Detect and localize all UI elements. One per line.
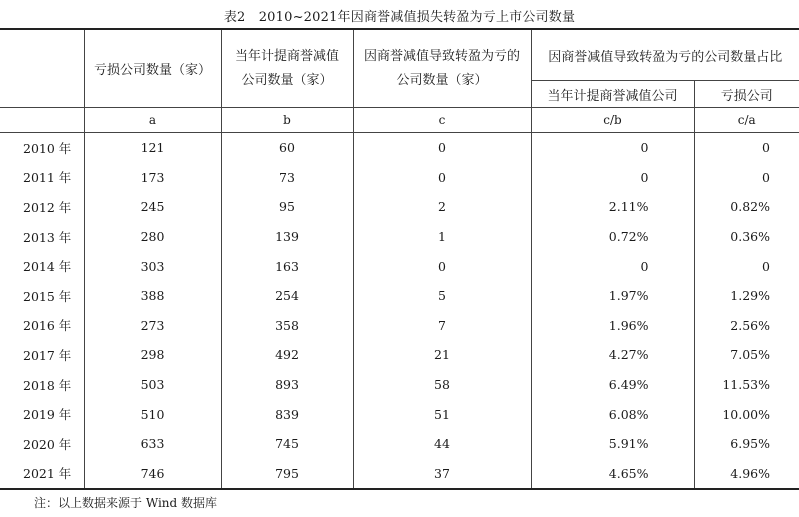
header-code-blank — [0, 108, 84, 133]
cell-ratio-cb: 4.27% — [531, 340, 694, 370]
table-row — [0, 281, 799, 311]
cell-impairment-count: 893 — [221, 370, 353, 400]
header-code-a: a — [84, 108, 221, 133]
table-row — [0, 251, 799, 281]
cell-impairment-count: 163 — [221, 251, 353, 281]
cell-ratio-ca: 0.82% — [694, 192, 799, 222]
cell-loss-count: 298 — [84, 340, 221, 370]
cell-ratio-cb: 1.97% — [531, 281, 694, 311]
table-row — [0, 192, 799, 222]
cell-ratio-cb: 5.91% — [531, 429, 694, 459]
cell-ratio-ca: 0 — [694, 133, 799, 163]
header-year-blank — [0, 30, 84, 108]
cell-ratio-ca: 11.53% — [694, 370, 799, 400]
cell-impairment-count: 95 — [221, 192, 353, 222]
cell-turned-loss-count: 2 — [353, 192, 531, 222]
cell-ratio-ca: 4.96% — [694, 459, 799, 490]
cell-year: 2011 年 — [23, 170, 72, 186]
cell-turned-loss-count: 5 — [353, 281, 531, 311]
cell-ratio-cb: 0 — [531, 133, 694, 163]
table-row — [0, 370, 799, 400]
cell-loss-count: 633 — [84, 429, 221, 459]
cell-year: 2012 年 — [23, 199, 72, 215]
header-code-ca: c/a — [694, 108, 799, 133]
cell-year: 2016 年 — [23, 318, 72, 334]
cell-impairment-count: 358 — [221, 311, 353, 341]
cell-ratio-cb: 4.65% — [531, 459, 694, 490]
cell-year: 2019 年 — [23, 407, 72, 423]
cell-year: 2018 年 — [23, 377, 72, 393]
cell-year: 2021 年 — [0, 459, 84, 490]
table-title: 表2 2010~2021年因商誉减值损失转盈为亏上市公司数量 — [223, 10, 576, 25]
cell-loss-count: 746 — [84, 459, 221, 490]
cell-year: 2010 年 — [23, 140, 72, 156]
cell-loss-count: 503 — [84, 370, 221, 400]
cell-impairment-count: 254 — [221, 281, 353, 311]
source-note: 注：以上数据来源于 Wind 数据库 — [34, 496, 218, 510]
cell-turned-loss-count: 1 — [353, 222, 531, 252]
cell-ratio-ca: 0 — [694, 251, 799, 281]
cell-impairment-count: 795 — [221, 459, 353, 490]
cell-impairment-count: 60 — [221, 133, 353, 163]
header-col-a-label: 亏损公司数量（家） — [93, 63, 211, 78]
cell-ratio-cb: 0 — [531, 251, 694, 281]
header-ratio-a: 亏损公司 — [694, 81, 799, 108]
table-row — [0, 133, 799, 163]
cell-ratio-ca: 10.00% — [694, 399, 799, 429]
cell-impairment-count: 745 — [221, 429, 353, 459]
cell-loss-count: 388 — [84, 281, 221, 311]
header-ratio-group-label: 因商誉减值导致转盈为亏的公司数量占比 — [548, 49, 783, 65]
cell-turned-loss-count: 7 — [353, 311, 531, 341]
cell-loss-count: 245 — [84, 192, 221, 222]
cell-ratio-ca: 0.36% — [694, 222, 799, 252]
cell-turned-loss-count: 37 — [353, 459, 531, 490]
cell-ratio-ca: 6.95% — [694, 429, 799, 459]
cell-loss-count: 510 — [84, 399, 221, 429]
cell-turned-loss-count: 44 — [353, 429, 531, 459]
header-col-b-line2: 公司数量（家） — [241, 72, 333, 88]
table-row — [0, 399, 799, 429]
cell-turned-loss-count: 21 — [353, 340, 531, 370]
table-row — [0, 222, 799, 252]
header-col-c-line2: 公司数量（家） — [396, 72, 488, 88]
cell-turned-loss-count: 51 — [353, 399, 531, 429]
cell-ratio-cb: 0.72% — [531, 222, 694, 252]
header-col-b-line1: 当年计提商誉减值 — [234, 48, 339, 64]
cell-turned-loss-count: 0 — [353, 251, 531, 281]
header-code-b: b — [221, 108, 353, 133]
cell-ratio-ca: 7.05% — [694, 340, 799, 370]
header-code-cb: c/b — [531, 108, 694, 133]
table-body — [0, 133, 799, 490]
table-row — [0, 459, 799, 490]
cell-loss-count: 303 — [84, 251, 221, 281]
header-ratio-group — [531, 30, 799, 81]
cell-year: 2015 年 — [23, 288, 72, 304]
cell-ratio-ca: 1.29% — [694, 281, 799, 311]
cell-loss-count: 280 — [84, 222, 221, 252]
cell-turned-loss-count: 0 — [353, 133, 531, 163]
cell-ratio-ca: 0 — [694, 163, 799, 193]
header-col-c-line1: 因商誉减值导致转盈为亏的 — [363, 48, 520, 64]
cell-year: 2013 年 — [23, 229, 72, 245]
cell-ratio-cb: 6.49% — [531, 370, 694, 400]
cell-year: 2020 年 — [23, 436, 72, 452]
cell-year: 2017 年 — [23, 347, 72, 363]
header-col-a — [84, 30, 221, 108]
cell-impairment-count: 492 — [221, 340, 353, 370]
cell-impairment-count: 73 — [221, 163, 353, 193]
cell-loss-count: 121 — [84, 133, 221, 163]
header-col-b — [221, 30, 353, 108]
table-row — [0, 311, 799, 341]
table-row — [0, 340, 799, 370]
cell-impairment-count: 839 — [221, 399, 353, 429]
cell-ratio-cb: 0 — [531, 163, 694, 193]
header-ratio-b: 当年计提商誉减值公司 — [531, 81, 694, 108]
cell-turned-loss-count: 58 — [353, 370, 531, 400]
cell-loss-count: 273 — [84, 311, 221, 341]
data-table — [0, 28, 799, 490]
cell-ratio-cb: 6.08% — [531, 399, 694, 429]
header-code-c: c — [353, 108, 531, 133]
cell-ratio-ca: 2.56% — [694, 311, 799, 341]
cell-ratio-cb: 2.11% — [531, 192, 694, 222]
table-header — [0, 29, 799, 133]
table-row — [0, 163, 799, 193]
header-col-c — [353, 30, 531, 108]
cell-turned-loss-count: 0 — [353, 163, 531, 193]
cell-year: 2014 年 — [23, 259, 72, 275]
cell-ratio-cb: 1.96% — [531, 311, 694, 341]
cell-impairment-count: 139 — [221, 222, 353, 252]
table-row — [0, 429, 799, 459]
cell-loss-count: 173 — [84, 163, 221, 193]
